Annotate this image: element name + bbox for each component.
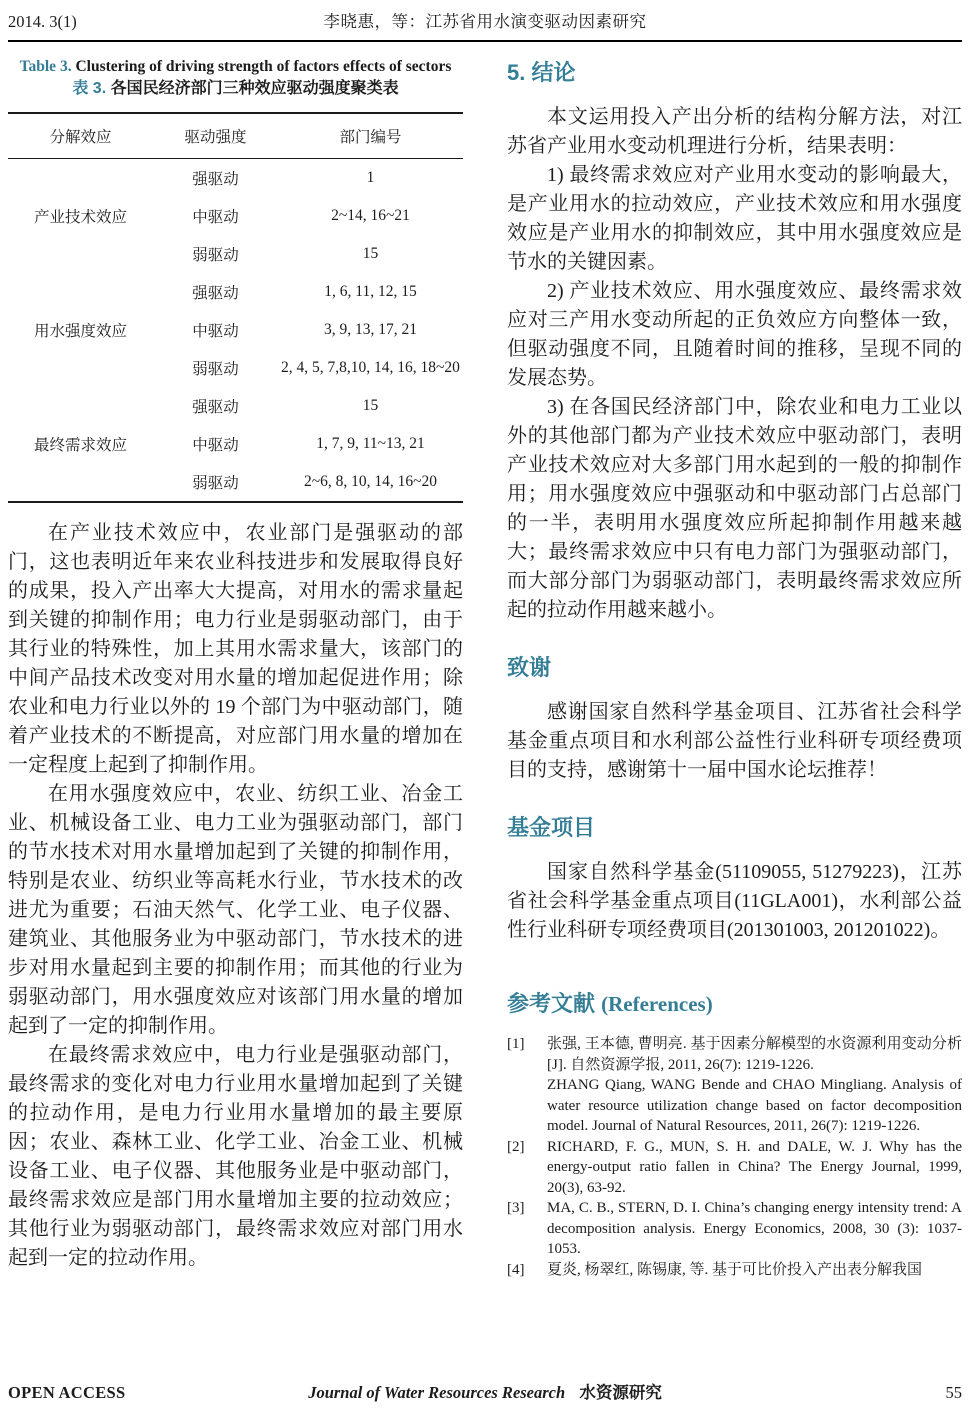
reference-line: ZHANG Qiang, WANG Bende and CHAO Mingliang. Analysis of water resource utilization change based on factor decomposition model. Journal of Natural Resources, 2011, 26(7): 1219-1226. [547,1077,962,1134]
table-caption-en-text: Clustering of driving strength of factors effects of sectors [75,58,452,75]
reference-text [547,1137,962,1199]
reference-line: 张强, 王本德, 曹明亮. 基于因素分解模型的水资源利用变动分析[J]. 自然资源学报, 2011, 26(7): 1219-1226. [547,1036,962,1073]
table-caption-zh-label: 表 3. [72,80,107,97]
reference-line: MA, C. B., STERN, D. I. China’s changing energy intensity trend: A decomposition analysis. Energy Economics, 2008, 30 (3): 1037-1053. [547,1200,962,1257]
reference-item [507,1260,962,1281]
cell-sectors: 2~6, 8, 10, 14, 16~20 [303,473,438,490]
page-footer [8,1379,962,1403]
reference-label: [3] [507,1200,525,1216]
issue-label: 2014. 3(1) [8,12,77,31]
cell-sectors: 15 [362,397,379,414]
left-paragraphs [8,519,463,1273]
reference-line: RICHARD, F. G., MUN, S. H. and DALE, W. J. Why has the energy-output ratio fallen in China? The Energy Journal, 1999, 20(3), 63-92. [547,1138,962,1196]
table-caption-en [8,56,463,78]
cell-strength: 弱驱动 [192,247,239,264]
reference-label: [1] [507,1036,525,1052]
funding-heading: 基金项目 [507,815,596,840]
right-column [507,56,962,1280]
conclusion-paragraph: 1) 最终需求效应对产业用水变动的影响最大，是产业用水的拉动效应，产业技术效应和用水强度效应是产业用水的抑制效应，其中用水强度效应是节水的关键因素。 [507,164,962,273]
cell-effect: 最终需求效应 [33,437,127,454]
references-heading [507,987,962,1018]
cell-effect: 用水强度效应 [33,323,127,340]
reference-label: [4] [507,1261,525,1278]
cell-strength: 强驱动 [192,285,239,302]
journal-name [228,1379,742,1403]
acknowledgement-heading: 致谢 [507,655,552,680]
page-number: 55 [945,1383,962,1402]
cell-sectors: 15 [362,245,379,262]
reference-text [547,1198,962,1260]
cell-strength: 中驱动 [192,323,239,340]
cell-sectors: 1 [366,169,375,186]
open-access-label: OPEN ACCESS [8,1383,126,1402]
table-row [8,387,463,425]
cell-sectors: 2, 4, 5, 7,8,10, 14, 16, 18~20 [281,359,460,376]
conclusion-heading: 5. 结论 [507,60,576,85]
cell-strength: 中驱动 [192,437,239,454]
references-heading-zh: 参考文献 [507,991,596,1016]
table-caption-en-label: Table 3. [19,58,72,75]
table-caption-zh-text: 各国民经济部门三种效应驱动强度聚类表 [110,80,399,97]
cell-strength: 中驱动 [192,209,239,226]
running-title: 李晓惠，等：江苏省用水演变驱动因素研究 [323,12,647,31]
cell-sectors: 3, 9, 13, 17, 21 [324,321,417,338]
two-column-body [8,56,962,1280]
references-list [507,1034,962,1280]
journal-name-en: Journal of Water Resources Research [308,1383,566,1402]
reference-text [547,1034,962,1137]
page-header [8,6,962,42]
reference-text [547,1260,962,1281]
col-header-effect: 分解效应 [8,113,153,159]
table-header-row [8,113,463,159]
cell-sectors: 1, 6, 11, 12, 15 [324,283,417,300]
col-header-strength: 驱动强度 [153,113,278,159]
cell-sectors: 1, 7, 9, 11~13, 21 [316,435,425,452]
references-heading-en: (References) [601,992,713,1016]
reference-item [507,1137,962,1199]
reference-line: 夏炎, 杨翠红, 陈锡康, 等. 基于可比价投入产出表分解我国 [547,1261,923,1278]
col-header-sectors: 部门编号 [278,113,463,159]
journal-name-zh: 水资源研究 [579,1384,662,1402]
reference-item [507,1034,962,1137]
conclusion-paragraph: 2) 产业技术效应、用水强度效应、最终需求效应对三产用水变动所起的正负效应方向整体一致，但驱动强度不同，且随着时间的推移，呈现不同的发展态势。 [507,280,962,389]
table-caption-zh [8,78,463,100]
body-paragraph: 在产业技术效应中，农业部门是强驱动的部门，这也表明近年来农业科技进步和发展取得良好的成果，投入产出率大大提高，对用水的需求量起到关键的抑制作用；电力行业是弱驱动部门，由于其行业的特殊性，加上其用水需求量大，该部门的中间产品技术改变对用水量的增加起促进作用；除农业和电力行业以外的 19 个部门为中驱动部门，随着产业技术的不断提高，对应部门用水量的增加在一定程度上起到了抑制作用。 [8,522,463,776]
cell-strength: 弱驱动 [192,475,239,492]
reference-label: [2] [507,1138,525,1155]
conclusion-paragraph: 3) 在各国民经济部门中，除农业和电力工业以外的其他部门都为产业技术效应中驱动部门，表明产业技术效应对大多部门用水起到的一般的抑制作用；用水强度效应中强驱动和中驱动部门占总部门的一半，表明用水强度效应所起抑制作用越来越大；最终需求效应中只有电力部门为强驱动部门，而大部分部门为弱驱动部门，表明最终需求效应所起的拉动作用越来越小。 [507,396,962,621]
left-column [8,56,463,1280]
cell-sectors: 2~14, 16~21 [331,207,410,224]
table-3 [8,112,463,503]
cell-strength: 弱驱动 [192,361,239,378]
conclusion-paragraph: 本文运用投入产出分析的结构分解方法，对江苏省产业用水变动机理进行分析，结果表明： [507,106,962,157]
body-paragraph: 在用水强度效应中，农业、纺织工业、冶金工业、机械设备工业、电力工业为强驱动部门，部门的节水技术对用水量增加起到了关键的抑制作用，特别是农业、纺织业等高耗水行业，节水技术的改进尤为重要；石油天然气、化学工业、电子仪器、建筑业、其他服务业为中驱动部门，节水技术的进步对用水量起到主要的抑制作用；而其他的行业为弱驱动部门，用水强度效应对该部门用水量的增加起到了一定的抑制作用。 [8,783,463,1037]
body-paragraph: 在最终需求效应中，电力行业是强驱动部门，最终需求的变化对电力行业用水量增加起到了关键的拉动作用，是电力行业用水量增加的最主要原因；农业、森林工业、化学工业、冶金工业、机械设备工业、电子仪器、其他服务业是中驱动部门，最终需求效应是部门用水量增加主要的拉动效应；其他行业为弱驱动部门，最终需求效应对部门用水起到一定的拉动作用。 [8,1044,463,1269]
table-row [8,159,463,198]
table-row [8,273,463,311]
cell-strength: 强驱动 [192,399,239,416]
reference-item [507,1198,962,1260]
funding-paragraph: 国家自然科学基金(51109055, 51279223)，江苏省社会科学基金重点项目(11GLA001)，水利部公益性行业科研专项经费项目(201301003, 201201022)。 [507,861,962,941]
cell-strength: 强驱动 [192,171,239,188]
acknowledgement-paragraph: 感谢国家自然科学基金项目、江苏省社会科学基金重点项目和水利部公益性行业科研专项经费项目的支持，感谢第十一届中国水论坛推荐！ [507,701,962,781]
cell-effect: 产业技术效应 [33,209,127,226]
